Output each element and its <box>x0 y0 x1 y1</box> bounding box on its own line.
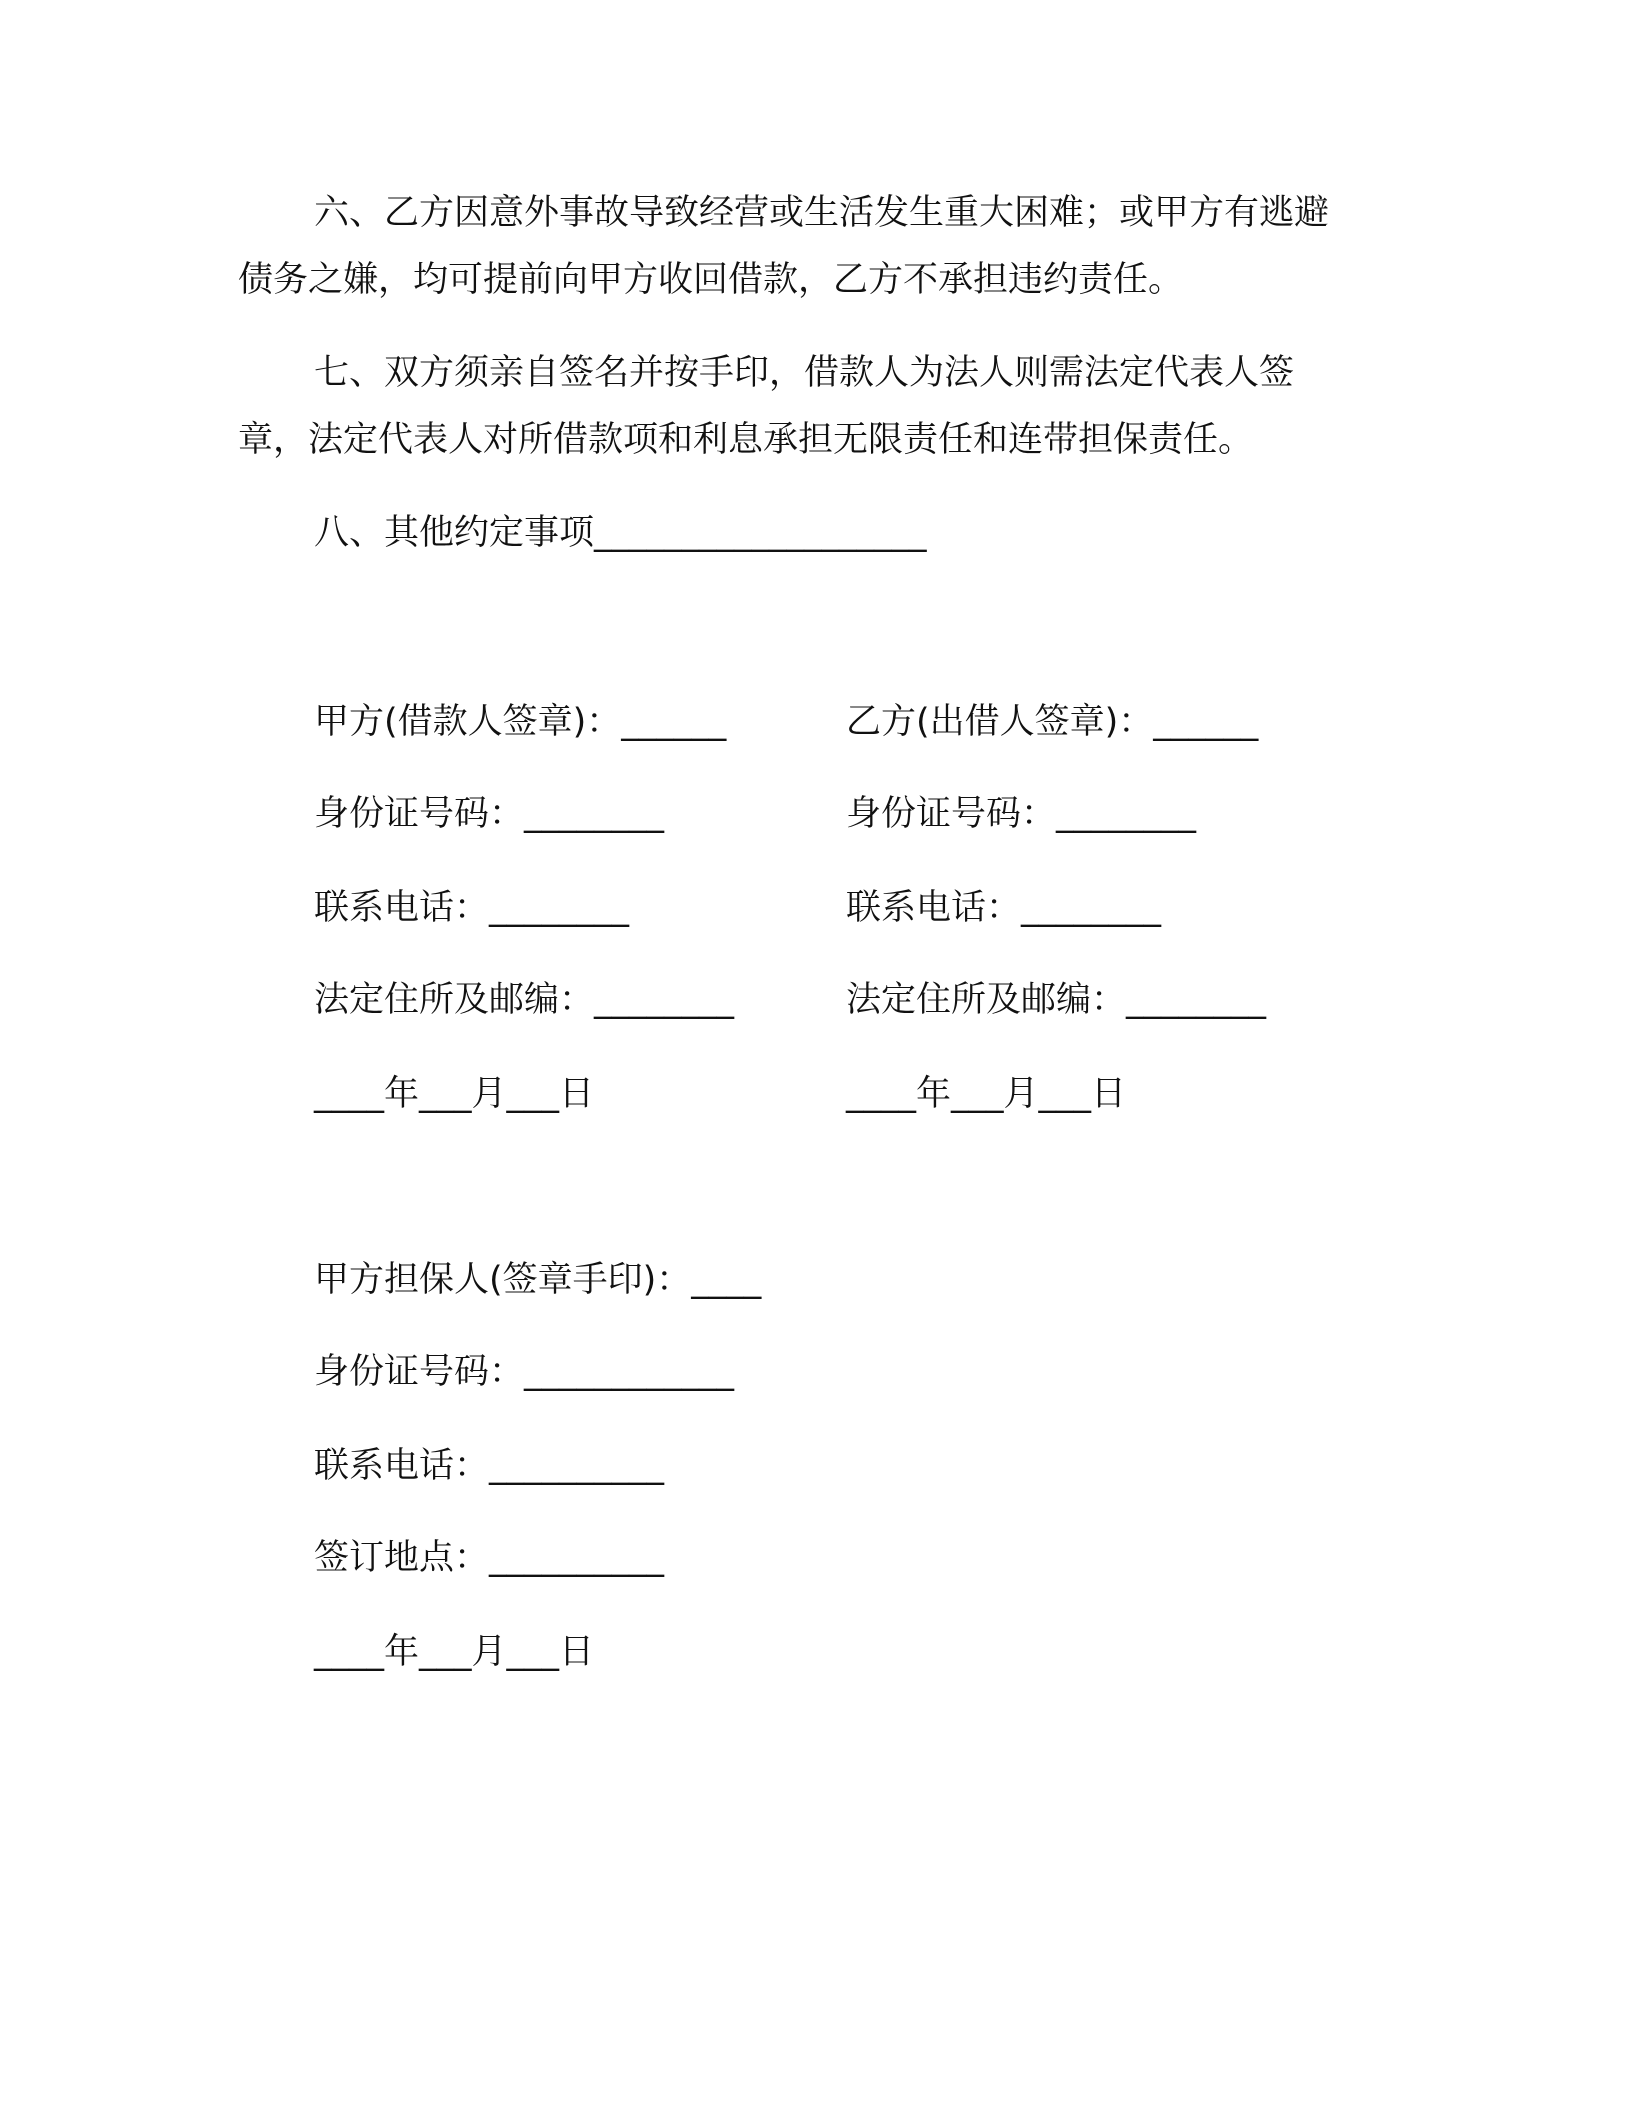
party-a-phone: 联系电话：________ <box>314 888 630 928</box>
signing-place: 签订地点：__________ <box>314 1538 665 1578</box>
guarantor-id-number: 身份证号码：____________ <box>314 1352 735 1392</box>
clause-6: 六、乙方因意外事故导致经营或生活发生重大困难；或甲方有逃避债务之嫌，均可提前向甲方收回借款，乙方不承担违约责任。 <box>238 193 1330 300</box>
party-b-address: 法定住所及邮编：________ <box>846 980 1267 1020</box>
guarantor-signature: 甲方担保人(签章手印)：____ <box>314 1260 762 1300</box>
party-b-phone: 联系电话：________ <box>846 888 1162 928</box>
clause-8: 八、其他约定事项___________________ <box>314 513 927 553</box>
party-a-id-number: 身份证号码：________ <box>314 794 665 834</box>
party-a-date: ____年___月___日 <box>314 1074 595 1114</box>
guarantor-phone: 联系电话：__________ <box>314 1446 665 1486</box>
party-b-date: ____年___月___日 <box>846 1074 1127 1114</box>
party-b-signature: 乙方(出借人签章)：______ <box>846 702 1259 742</box>
party-a-address: 法定住所及邮编：________ <box>314 980 735 1020</box>
party-a-signature: 甲方(借款人签章)：______ <box>314 702 727 742</box>
clause-7: 七、双方须亲自签名并按手印，借款人为法人则需法定代表人签章，法定代表人对所借款项和利息承担无限责任和连带担保责任。 <box>238 353 1295 460</box>
party-b-id-number: 身份证号码：________ <box>846 794 1197 834</box>
guarantor-date: ____年___月___日 <box>314 1632 595 1672</box>
